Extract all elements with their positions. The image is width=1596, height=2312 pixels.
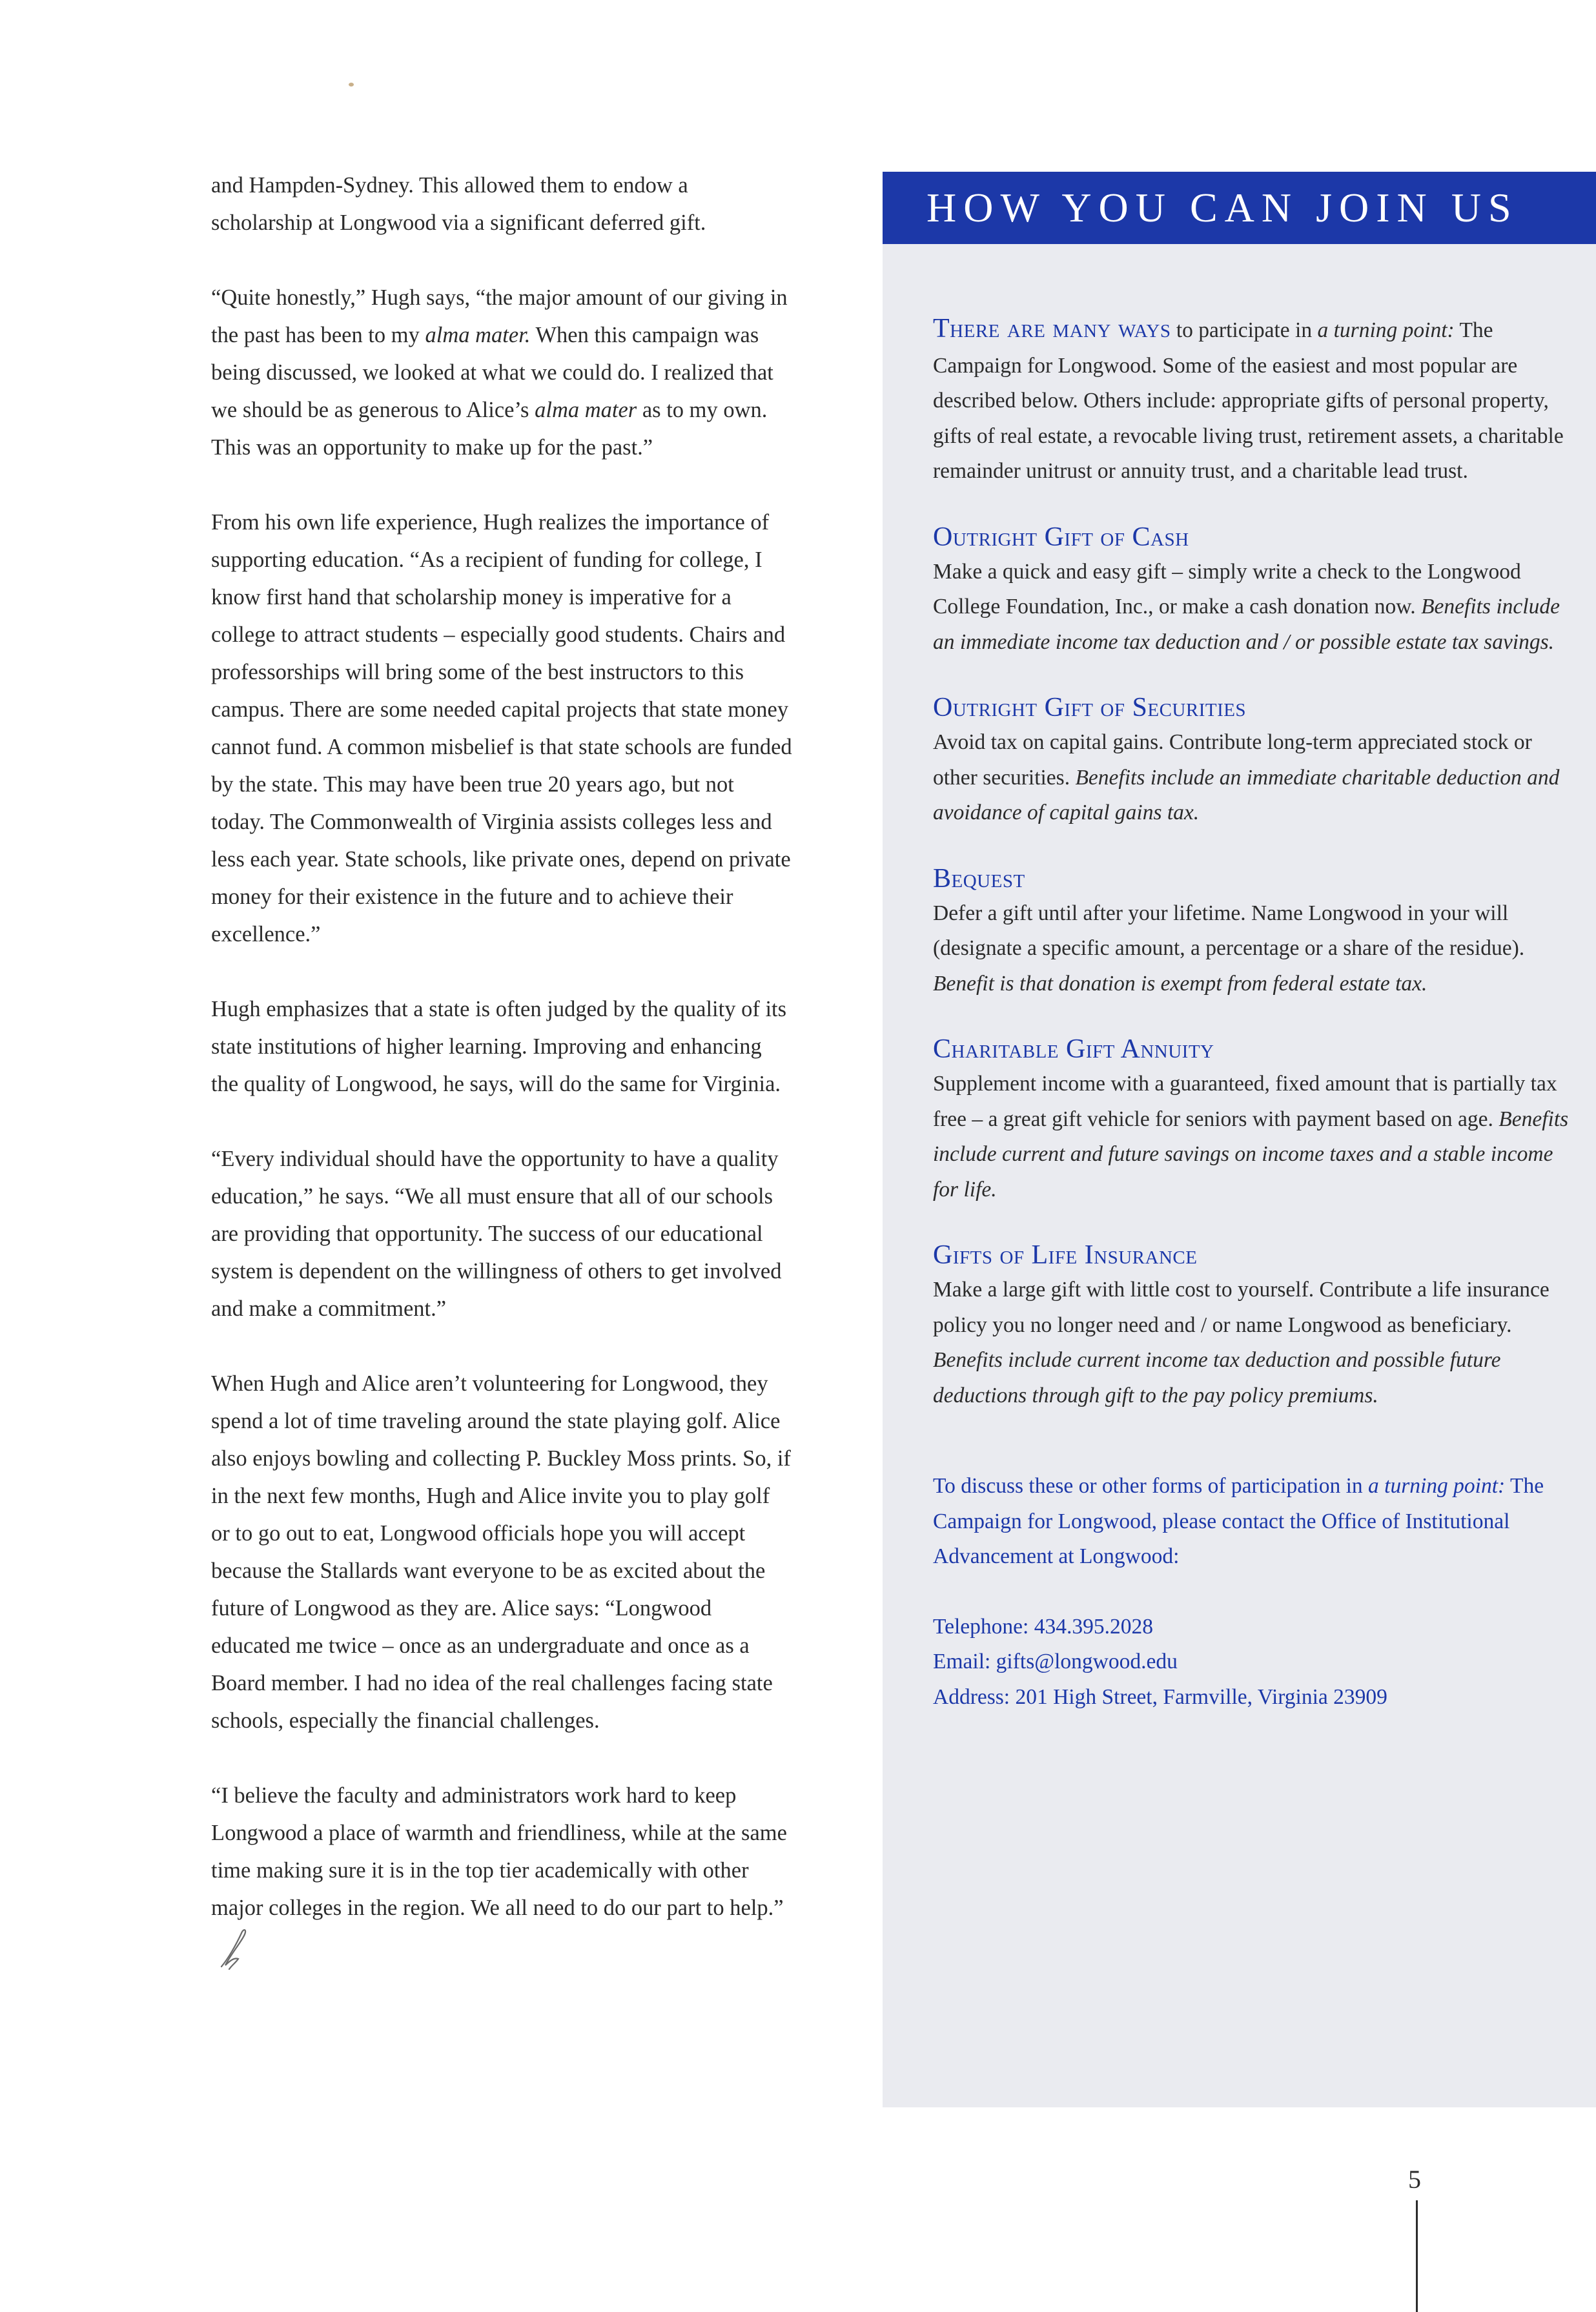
article-paragraph: When Hugh and Alice aren’t volunteering for Longwood, they spend a lot of time traveling around the state playing golf. Alice also enjoys bowling and collecting P. Buckley Moss prints. So, if in the next few months, Hugh and Alice invite you to play golf or to go out to eat, Longwood officials hope you will accept because the Stallards want everyone to be as excited about the future of Longwood as they are. Alice says: “Longwood educated me twice – once as an undergraduate and once as a Board member. I had no idea of the real challenges facing state schools, especially the financial challenges. [211,1371,791,1733]
article-paragraph: From his own life experience, Hugh realizes the importance of supporting education. “As a recipient of funding for college, I know first hand that scholarship money is imperative for a college to attract students – especially good students. Chairs and professorships will bring some of the best instructors to this campus. There are some needed capital projects that state money cannot fund. A common misbelief is that state schools are funded by the state. This may have been true 20 years ago, but not today. The Commonwealth of Virginia assists colleges less and less each year. State schools, like private ones, depend on private money for their existence in the future and to achieve their excellence.” [211,510,792,946]
contact-address: Address: 201 High Street, Farmville, Virginia 23909 [933,1684,1387,1709]
article-paragraph-quote: “Quite honestly,” Hugh says, “the major amount of our giving in the past has been to my alma mater. When this campaign was being discussed, we looked at what we could do. I realized that we should be as generous to Alice’s alma mater as to my own. This was an opportunity to make up for the past.” [211,285,788,460]
gift-option-text: Defer a gift until after your lifetime. Name Longwood in your will (designate a specific amount, a percentage or a share of the residue). Benefit is that donation is exempt from federal estate tax. [933,901,1525,996]
intro-section [933,311,1582,489]
gift-option-heading: Charitable Gift Annuity [933,1034,1214,1064]
contact-intro: To discuss these or other forms of participation in a turning point: The Campaign for Longwood, please contact the Office of Institutional Advancement at Longwood: [933,1474,1544,1568]
article-column [211,167,792,2009]
article-paragraph: and Hampden-Sydney. This allowed them to endow a scholarship at Longwood via a significant deferred gift. [211,173,706,235]
gift-option-heading: Outright Gift of Securities [933,693,1247,722]
contact-email: Email: gifts@longwood.edu [933,1650,1178,1673]
gift-option-heading: Gifts of Life Insurance [933,1240,1198,1270]
gift-option-heading: Outright Gift of Cash [933,522,1189,552]
paper-speck [349,83,354,87]
contact-details [933,1610,1582,1715]
panel-body [933,311,1582,1750]
panel-banner-title: HOW YOU CAN JOIN US [883,172,1596,244]
gift-option-annuity [933,1032,1582,1207]
gift-option-text: Supplement income with a guaranteed, fixed amount that is partially tax free – a great gift vehicle for seniors with payment based on age. Benefits include current and future savings on income taxes and a stable income for life. [933,1072,1569,1202]
article-paragraph: Hugh emphasizes that a state is often judged by the quality of its state institutions of higher learning. Improving and enhancing the quality of Longwood, he says, will do the same for Virginia. [211,997,787,1096]
end-mark-signature-icon [216,1927,255,1972]
intro-text: There are many ways to participate in a turning point: The Campaign for Longwood. Some of the easiest and most popular are described below. Others include: appropriate gifts of personal property, gifts of real estate, a revocable living trust, retirement assets, a charitable remainder unitrust or annuity trust, and a charitable lead trust. [933,314,1564,483]
article-paragraph-closing: “I believe the faculty and administrators work hard to keep Longwood a place of warmth and friendliness, while at the same time making sure it is in the top tier academically with other major colleges in the region. We all need to do our part to help.” [211,1777,792,1972]
gift-option-text: Make a large gift with little cost to yourself. Contribute a life insurance policy you no longer need and / or name Longwood as beneficiary. Benefits include current income tax deduction and possible future deductions through gift to the pay policy premiums. [933,1278,1550,1407]
gift-option-heading: Bequest [933,863,1025,894]
article-paragraph: “Every individual should have the opportunity to have a quality education,” he says. “We all must ensure that all of our schools are providing that opportunity. The success of our educational system is dependent on the willingness of others to get involved and make a commitment.” [211,1147,782,1321]
gift-option-text: Make a quick and easy gift – simply write a check to the Longwood College Foundation, Inc., or make a cash donation now. Benefits include an immediate income tax deduction and / or possible estate tax savings. [933,559,1560,654]
gift-option-bequest [933,861,1582,1002]
page-number-rule [1416,2200,1418,2312]
gift-option-life-insurance [933,1238,1582,1413]
page-number: 5 [1408,2165,1421,2194]
contact-block [933,1469,1582,1715]
gift-option-securities [933,690,1582,831]
contact-telephone: Telephone: 434.395.2028 [933,1614,1153,1639]
gift-option-text: Avoid tax on capital gains. Contribute long-term appreciated stock or other securities. Benefits include an immediate charitable deduction and avoidance of capital gains tax. [933,730,1560,824]
gift-option-cash [933,520,1582,660]
